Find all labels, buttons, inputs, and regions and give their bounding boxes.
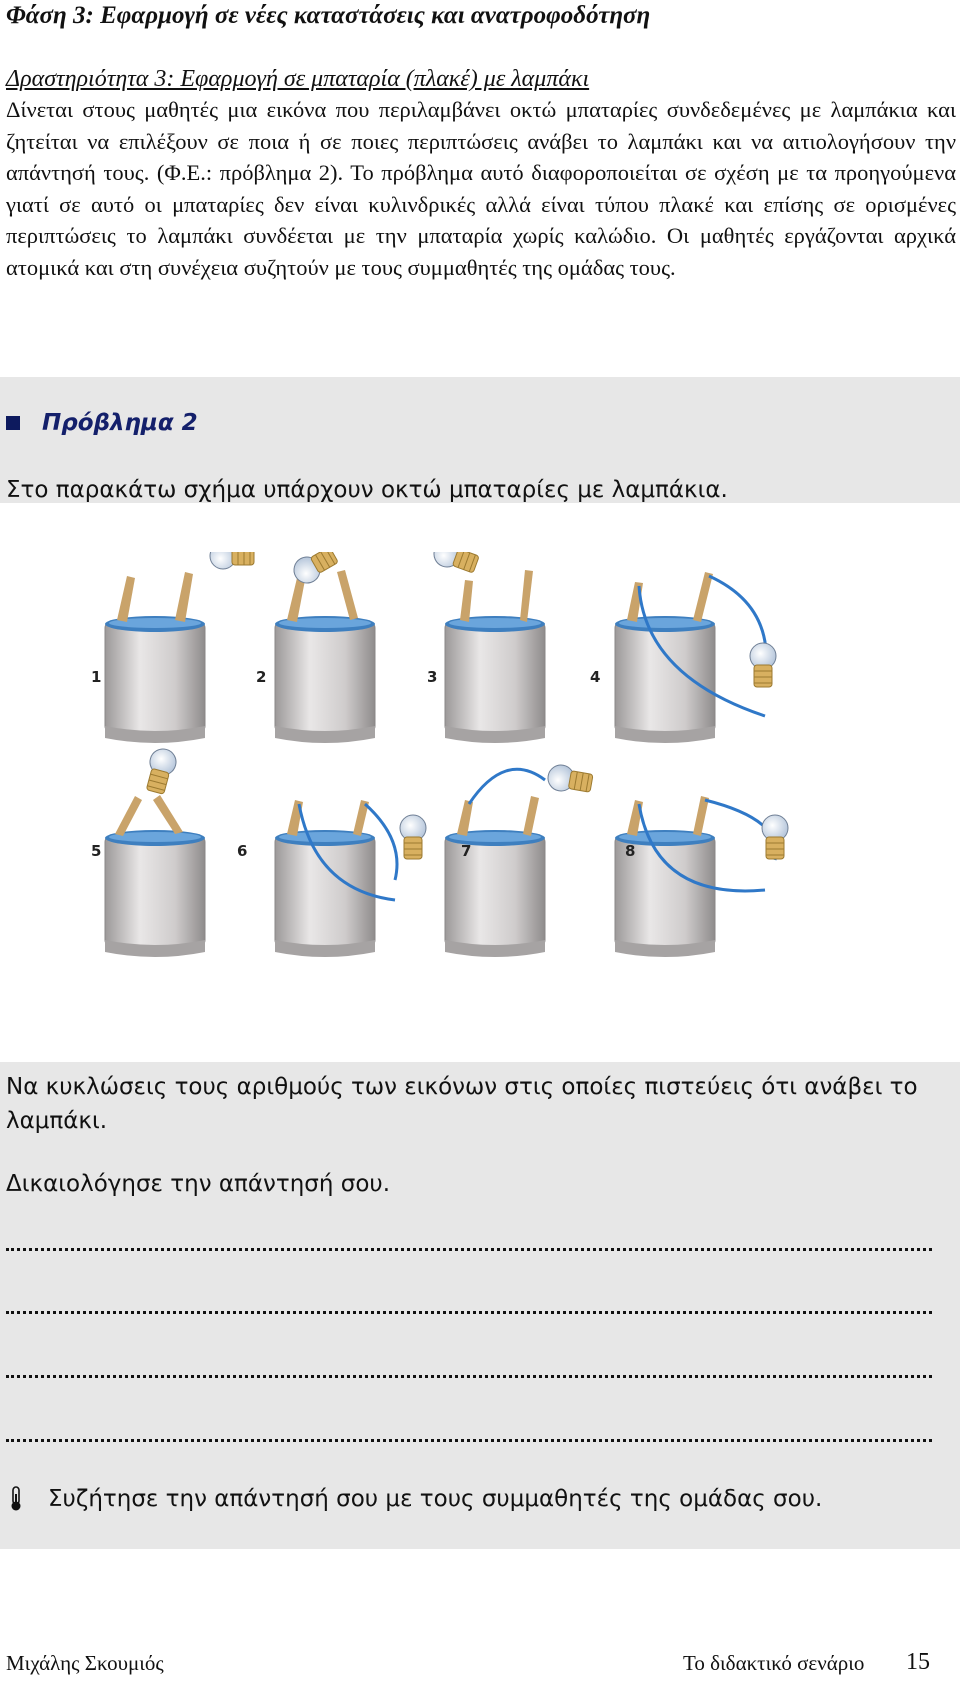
answer-line-3[interactable]	[6, 1375, 932, 1378]
battery-3	[430, 552, 545, 743]
footer-author: Μιχάλης Σκουμιός	[6, 1651, 164, 1675]
answer-line-2[interactable]	[6, 1311, 932, 1314]
discuss-text: Συζήτησε την απάντησή σου με τους συμμαθητές της ομάδας σου.	[48, 1486, 823, 1512]
figure-number-6: 6	[237, 842, 248, 860]
figure-number-4: 4	[590, 668, 601, 686]
problem-label: Πρόβλημα 2	[42, 410, 198, 436]
activity-title: Δραστηριότητα 3: Εφαρμογή σε μπαταρία (πλακέ) με λαμπάκι	[6, 66, 590, 92]
battery-5	[105, 746, 205, 957]
thermometer-icon	[6, 1486, 26, 1512]
footer-title: Το διδακτικό σενάριο	[683, 1651, 865, 1675]
battery-2	[275, 552, 375, 743]
figure-number-5: 5	[91, 842, 102, 860]
problem-heading	[6, 408, 198, 438]
figure-number-7: 7	[461, 842, 472, 860]
batteries-figure	[80, 552, 860, 972]
phase-title: Φάση 3: Εφαρμογή σε νέες καταστάσεις και ανατροφοδότηση	[6, 2, 651, 29]
figure-number-8: 8	[625, 842, 636, 860]
page-number: 15	[906, 1649, 930, 1675]
battery-8	[615, 796, 788, 957]
problem-statement: Στο παρακάτω σχήμα υπάρχουν οκτώ μπαταρίες με λαμπάκια.	[6, 477, 728, 503]
circle-question: Να κυκλώσεις τους αριθμούς των εικόνων στις οποίες πιστεύεις ότι ανάβει το λαμπάκι.	[6, 1074, 918, 1134]
answer-line-1[interactable]	[6, 1248, 932, 1251]
justify-question: Δικαιολόγησε την απάντησή σου.	[6, 1171, 391, 1197]
figure-number-3: 3	[427, 668, 438, 686]
answer-line-4[interactable]	[6, 1439, 932, 1442]
figure-number-1: 1	[91, 668, 102, 686]
figure-number-2: 2	[256, 668, 267, 686]
battery-1	[105, 552, 254, 743]
square-bullet-icon	[6, 416, 20, 430]
activity-description: Δίνεται στους μαθητές μια εικόνα που περιλαμβάνει οκτώ μπαταρίες συνδεδεμένες με λαμπάκια και ζητείται να επιλέξουν σε ποια ή σε ποιες περιπτώσεις ανάβει το λαμπάκι και να αιτιολογήσουν την απάντησή τους. (Φ.Ε.: πρόβλημα 2). Το πρόβλημα αυτό διαφοροποιείται σε σχέση με τα προηγούμενα γιατί σε αυτό οι μπαταρίες δεν είναι κυλινδρικές αλλά είναι τύπου πλακέ και επίσης σε ορισμένες περιπτώσεις το λαμπάκι συνδέεται με την μπαταρία χωρίς καλώδιο. Οι μαθητές εργάζονται αρχικά ατομικά και στη συνέχεια συζητούν με τους συμμαθητές της ομάδας τους.	[6, 97, 956, 280]
battery-4	[615, 572, 776, 743]
battery-6	[275, 800, 426, 957]
discuss-instruction	[6, 1483, 822, 1515]
